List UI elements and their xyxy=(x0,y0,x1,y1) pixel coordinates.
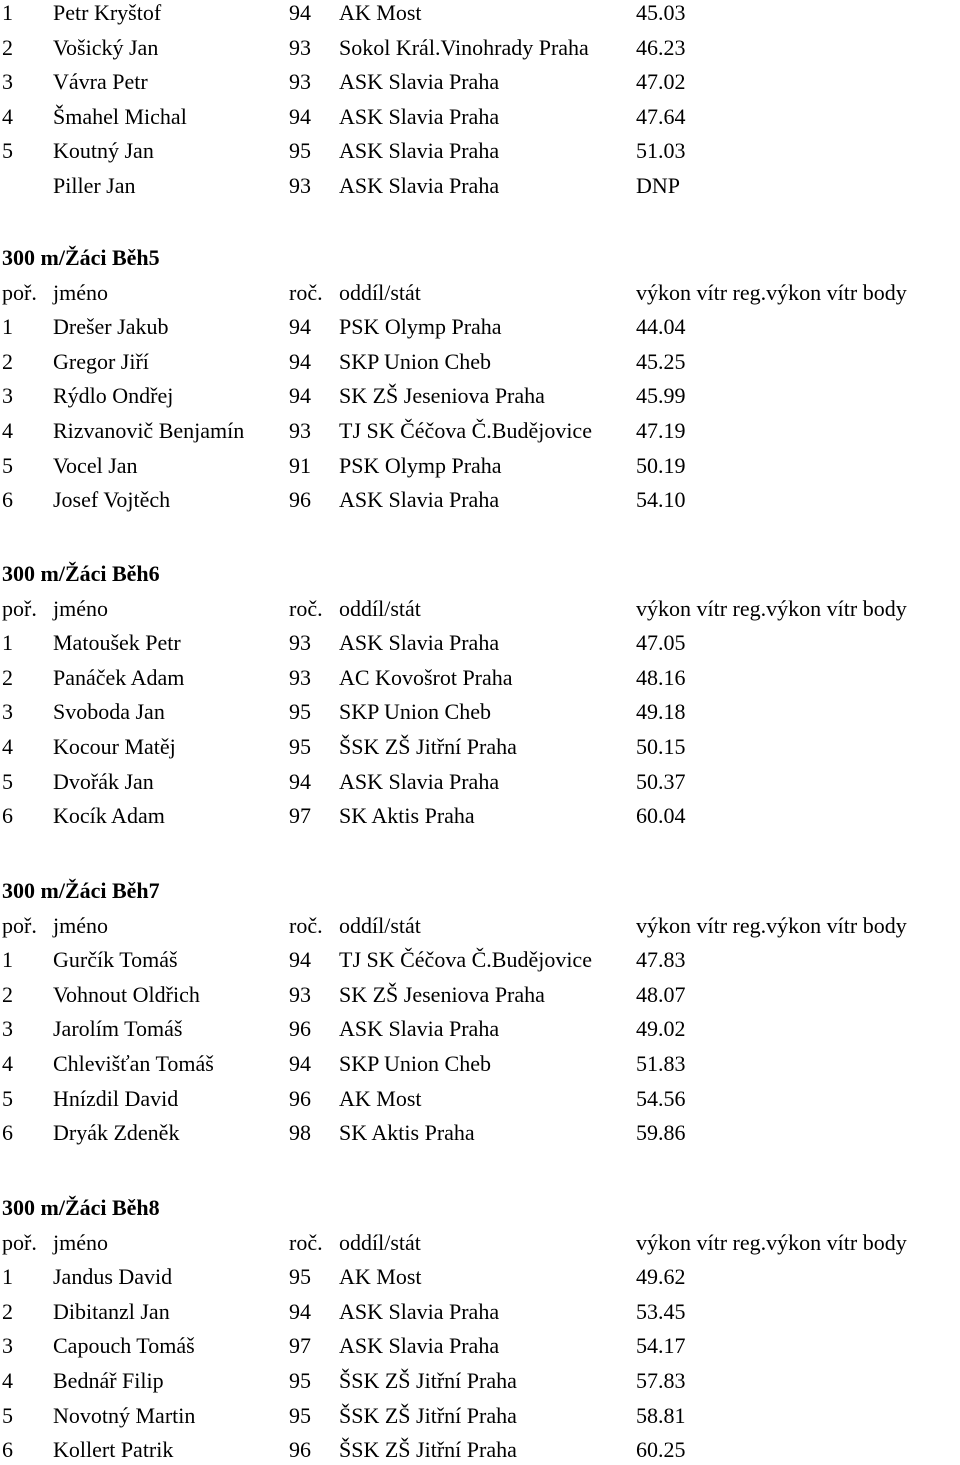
year-cell: 95 xyxy=(289,138,311,164)
club-cell: TJ SK Čéčova Č.Budějovice xyxy=(339,418,592,443)
performance-cell: 47.83 xyxy=(636,947,686,973)
column-header-year: roč. xyxy=(289,912,323,938)
year-cell: 94 xyxy=(289,1298,311,1324)
performance-cell: DNP xyxy=(636,173,681,198)
club-cell: AK Most xyxy=(339,1264,422,1290)
table-row xyxy=(0,1331,960,1361)
column-header-name: jméno xyxy=(53,279,108,305)
rank-cell: 4 xyxy=(2,418,13,443)
club-cell: ASK Slavia Praha xyxy=(339,768,500,794)
year-cell: 96 xyxy=(289,487,311,513)
year-cell: 95 xyxy=(289,1402,311,1428)
rank-cell: 3 xyxy=(2,1016,13,1042)
year-cell: 93 xyxy=(289,981,311,1007)
name-cell: Novotný Martin xyxy=(53,1402,196,1428)
name-cell: Gurčík Tomáš xyxy=(53,947,178,973)
performance-cell: 54.10 xyxy=(636,487,686,513)
rank-cell: 5 xyxy=(2,1402,13,1428)
table-row xyxy=(0,1084,960,1114)
rank-cell: 3 xyxy=(2,383,13,409)
heat-title: 300 m/Žáci Běh8 xyxy=(2,1195,160,1220)
name-cell: Hnízdil David xyxy=(53,1085,179,1111)
column-header-name: jméno xyxy=(53,912,108,938)
table-row xyxy=(0,1401,960,1431)
column-header-name: jméno xyxy=(53,595,108,621)
club-cell: ASK Slavia Praha xyxy=(339,1016,500,1042)
column-header-club: oddíl/stát xyxy=(339,279,421,305)
year-cell: 93 xyxy=(289,418,311,443)
rank-cell: 6 xyxy=(2,1120,13,1146)
year-cell: 95 xyxy=(289,1368,311,1393)
table-row xyxy=(0,1118,960,1148)
name-cell: Dvořák Jan xyxy=(53,768,154,794)
table-row xyxy=(0,347,960,377)
table-row xyxy=(0,980,960,1010)
name-cell: Vošický Jan xyxy=(53,34,159,60)
rank-cell: 5 xyxy=(2,1085,13,1111)
rank-cell: 4 xyxy=(2,1051,13,1076)
club-cell: SK Aktis Praha xyxy=(339,1120,475,1146)
column-header-results: výkon vítr reg.výkon vítr body xyxy=(636,279,907,305)
performance-cell: 54.56 xyxy=(636,1085,686,1111)
column-header-rank: poř. xyxy=(2,1229,37,1255)
table-row xyxy=(0,33,960,63)
table-row xyxy=(0,0,960,28)
rank-cell: 4 xyxy=(2,1368,13,1393)
performance-cell: 46.23 xyxy=(636,34,686,60)
performance-cell: 45.25 xyxy=(636,348,686,374)
name-cell: Svoboda Jan xyxy=(53,699,165,725)
name-cell: Vohnout Oldřich xyxy=(53,981,200,1007)
club-cell: TJ SK Čéčova Č.Budějovice xyxy=(339,947,592,973)
table-row xyxy=(0,1297,960,1327)
rank-cell: 6 xyxy=(2,803,13,829)
club-cell: SK Aktis Praha xyxy=(339,803,475,829)
year-cell: 95 xyxy=(289,699,311,725)
club-cell: PSK Olymp Praha xyxy=(339,314,502,340)
table-row xyxy=(0,1435,960,1465)
rank-cell: 2 xyxy=(2,664,13,690)
name-cell: Koutný Jan xyxy=(53,138,154,164)
name-cell: Dryák Zdeněk xyxy=(53,1120,180,1146)
name-cell: Jarolím Tomáš xyxy=(53,1016,183,1042)
year-cell: 94 xyxy=(289,0,311,25)
club-cell: ASK Slavia Praha xyxy=(339,487,500,513)
column-header-results: výkon vítr reg.výkon vítr body xyxy=(636,1229,907,1255)
name-cell: Rýdlo Ondřej xyxy=(53,383,174,409)
column-header-club: oddíl/stát xyxy=(339,1229,421,1255)
club-cell: SKP Union Cheb xyxy=(339,348,491,374)
club-cell: SKP Union Cheb xyxy=(339,1051,491,1076)
performance-cell: 47.02 xyxy=(636,69,686,95)
name-cell: Panáček Adam xyxy=(53,664,185,690)
name-cell: Kocour Matěj xyxy=(53,734,176,759)
table-row xyxy=(0,136,960,166)
name-cell: Capouch Tomáš xyxy=(53,1333,195,1359)
table-row xyxy=(0,1366,960,1396)
name-cell: Bednář Filip xyxy=(53,1368,164,1393)
year-cell: 97 xyxy=(289,1333,311,1359)
rank-cell: 6 xyxy=(2,487,13,513)
performance-cell: 60.04 xyxy=(636,803,686,829)
performance-cell: 45.99 xyxy=(636,383,686,409)
name-cell: Matoušek Petr xyxy=(53,630,181,656)
year-cell: 94 xyxy=(289,348,311,374)
rank-cell: 2 xyxy=(2,1298,13,1324)
column-header-rank: poř. xyxy=(2,595,37,621)
performance-cell: 45.03 xyxy=(636,0,686,25)
club-cell: ASK Slavia Praha xyxy=(339,173,500,198)
performance-cell: 47.64 xyxy=(636,103,686,129)
year-cell: 93 xyxy=(289,34,311,60)
year-cell: 91 xyxy=(289,452,311,478)
table-row xyxy=(0,485,960,515)
rank-cell: 2 xyxy=(2,348,13,374)
performance-cell: 48.07 xyxy=(636,981,686,1007)
year-cell: 93 xyxy=(289,173,311,198)
column-header-row xyxy=(0,1228,960,1258)
club-cell: Sokol Král.Vinohrady Praha xyxy=(339,34,589,60)
performance-cell: 57.83 xyxy=(636,1368,686,1393)
year-cell: 94 xyxy=(289,103,311,129)
performance-cell: 51.83 xyxy=(636,1051,686,1076)
club-cell: SK ZŠ Jeseniova Praha xyxy=(339,383,545,409)
column-header-year: roč. xyxy=(289,595,323,621)
name-cell: Rizvanovič Benjamín xyxy=(53,418,245,443)
column-header-results: výkon vítr reg.výkon vítr body xyxy=(636,595,907,621)
table-row xyxy=(0,697,960,727)
performance-cell: 54.17 xyxy=(636,1333,686,1359)
name-cell: Šmahel Michal xyxy=(53,103,187,129)
rank-cell: 1 xyxy=(2,0,13,25)
rank-cell: 5 xyxy=(2,768,13,794)
column-header-year: roč. xyxy=(289,279,323,305)
column-header-name: jméno xyxy=(53,1229,108,1255)
club-cell: ASK Slavia Praha xyxy=(339,1333,500,1359)
performance-cell: 53.45 xyxy=(636,1298,686,1324)
table-row xyxy=(0,451,960,481)
table-row xyxy=(0,416,960,446)
rank-cell: 3 xyxy=(2,699,13,725)
table-row xyxy=(0,67,960,97)
column-header-rank: poř. xyxy=(2,912,37,938)
table-row xyxy=(0,1014,960,1044)
rank-cell: 5 xyxy=(2,138,13,164)
performance-cell: 51.03 xyxy=(636,138,686,164)
column-header-rank: poř. xyxy=(2,279,37,305)
club-cell: AC Kovošrot Praha xyxy=(339,664,513,690)
column-header-results: výkon vítr reg.výkon vítr body xyxy=(636,912,907,938)
rank-cell: 1 xyxy=(2,630,13,656)
club-cell: ŠSK ZŠ Jitřní Praha xyxy=(339,734,517,759)
heat-title: 300 m/Žáci Běh5 xyxy=(2,245,160,270)
year-cell: 96 xyxy=(289,1085,311,1111)
table-row xyxy=(0,171,960,201)
name-cell: Piller Jan xyxy=(53,173,136,198)
name-cell: Petr Kryštof xyxy=(53,0,162,25)
table-row xyxy=(0,945,960,975)
table-row xyxy=(0,312,960,342)
table-row xyxy=(0,663,960,693)
year-cell: 93 xyxy=(289,664,311,690)
performance-cell: 49.02 xyxy=(636,1016,686,1042)
performance-cell: 44.04 xyxy=(636,314,686,340)
performance-cell: 47.05 xyxy=(636,630,686,656)
performance-cell: 50.19 xyxy=(636,452,686,478)
table-row xyxy=(0,801,960,831)
performance-cell: 48.16 xyxy=(636,664,686,690)
name-cell: Kocík Adam xyxy=(53,803,165,829)
club-cell: ŠSK ZŠ Jitřní Praha xyxy=(339,1437,517,1463)
table-row xyxy=(0,381,960,411)
column-header-row xyxy=(0,278,960,308)
performance-cell: 50.15 xyxy=(636,734,686,759)
club-cell: ASK Slavia Praha xyxy=(339,103,500,129)
club-cell: ŠSK ZŠ Jitřní Praha xyxy=(339,1368,517,1393)
year-cell: 94 xyxy=(289,314,311,340)
rank-cell: 3 xyxy=(2,1333,13,1359)
performance-cell: 59.86 xyxy=(636,1120,686,1146)
club-cell: ASK Slavia Praha xyxy=(339,138,500,164)
heat-title: 300 m/Žáci Běh7 xyxy=(2,878,160,903)
year-cell: 96 xyxy=(289,1016,311,1042)
performance-cell: 58.81 xyxy=(636,1402,686,1428)
table-row xyxy=(0,732,960,762)
rank-cell: 3 xyxy=(2,69,13,95)
year-cell: 98 xyxy=(289,1120,311,1146)
year-cell: 96 xyxy=(289,1437,311,1463)
table-row xyxy=(0,628,960,658)
year-cell: 95 xyxy=(289,734,311,759)
name-cell: Chlevišťan Tomáš xyxy=(53,1051,214,1076)
performance-cell: 49.62 xyxy=(636,1264,686,1290)
name-cell: Drešer Jakub xyxy=(53,314,169,340)
heat-title: 300 m/Žáci Běh6 xyxy=(2,561,160,586)
name-cell: Vávra Petr xyxy=(53,69,148,95)
table-row xyxy=(0,767,960,797)
performance-cell: 47.19 xyxy=(636,418,686,443)
year-cell: 94 xyxy=(289,947,311,973)
club-cell: AK Most xyxy=(339,0,422,25)
club-cell: PSK Olymp Praha xyxy=(339,452,502,478)
club-cell: SKP Union Cheb xyxy=(339,699,491,725)
year-cell: 95 xyxy=(289,1264,311,1290)
rank-cell: 4 xyxy=(2,103,13,129)
year-cell: 94 xyxy=(289,383,311,409)
name-cell: Gregor Jiří xyxy=(53,348,149,374)
club-cell: ASK Slavia Praha xyxy=(339,69,500,95)
rank-cell: 4 xyxy=(2,734,13,759)
name-cell: Josef Vojtěch xyxy=(53,487,171,513)
rank-cell: 6 xyxy=(2,1437,13,1463)
rank-cell: 5 xyxy=(2,452,13,478)
name-cell: Jandus David xyxy=(53,1264,173,1290)
performance-cell: 49.18 xyxy=(636,699,686,725)
year-cell: 97 xyxy=(289,803,311,829)
name-cell: Vocel Jan xyxy=(53,452,138,478)
column-header-row xyxy=(0,594,960,624)
year-cell: 93 xyxy=(289,69,311,95)
club-cell: ŠSK ZŠ Jitřní Praha xyxy=(339,1402,517,1428)
rank-cell: 2 xyxy=(2,981,13,1007)
table-row xyxy=(0,1262,960,1292)
column-header-club: oddíl/stát xyxy=(339,595,421,621)
rank-cell: 1 xyxy=(2,1264,13,1290)
rank-cell: 1 xyxy=(2,314,13,340)
club-cell: ASK Slavia Praha xyxy=(339,1298,500,1324)
column-header-club: oddíl/stát xyxy=(339,912,421,938)
table-row xyxy=(0,102,960,132)
name-cell: Kollert Patrik xyxy=(53,1437,174,1463)
club-cell: AK Most xyxy=(339,1085,422,1111)
column-header-row xyxy=(0,911,960,941)
performance-cell: 60.25 xyxy=(636,1437,686,1463)
year-cell: 94 xyxy=(289,1051,311,1076)
year-cell: 93 xyxy=(289,630,311,656)
name-cell: Dibitanzl Jan xyxy=(53,1298,170,1324)
club-cell: SK ZŠ Jeseniova Praha xyxy=(339,981,545,1007)
performance-cell: 50.37 xyxy=(636,768,686,794)
column-header-year: roč. xyxy=(289,1229,323,1255)
club-cell: ASK Slavia Praha xyxy=(339,630,500,656)
rank-cell: 1 xyxy=(2,947,13,973)
year-cell: 94 xyxy=(289,768,311,794)
table-row xyxy=(0,1049,960,1079)
rank-cell: 2 xyxy=(2,34,13,60)
